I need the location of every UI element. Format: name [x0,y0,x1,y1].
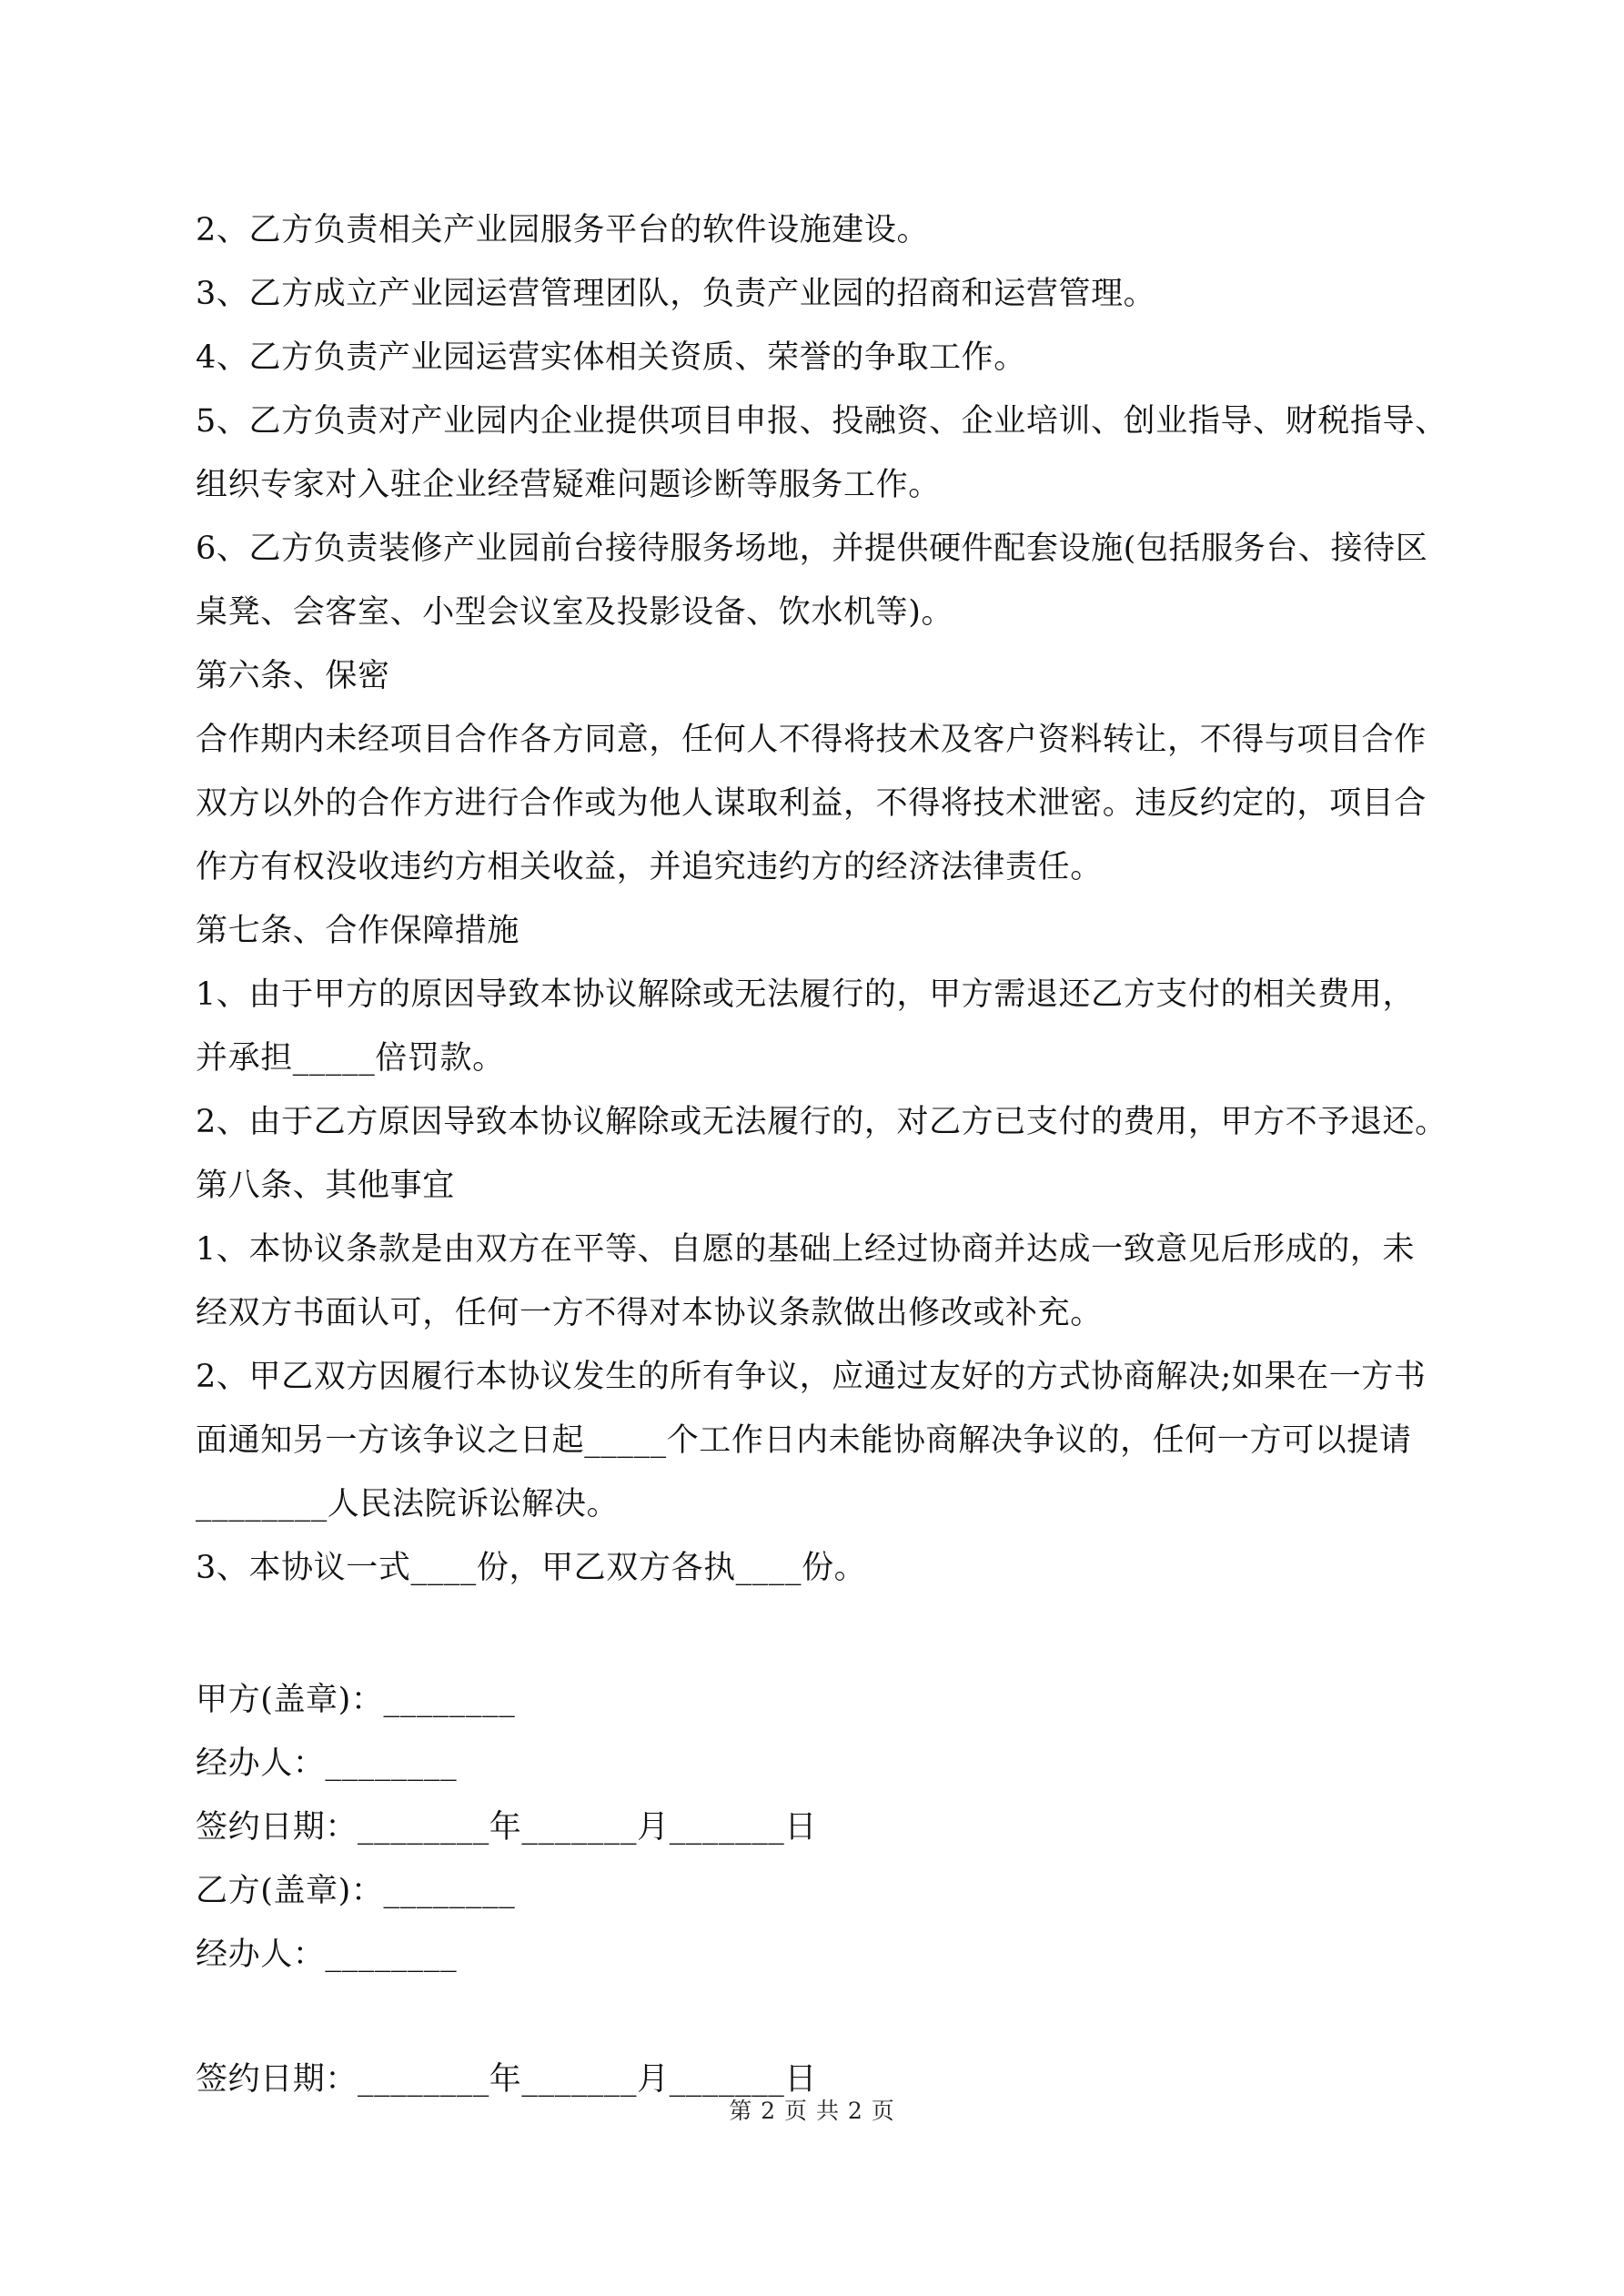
party-a-agent-line: 经办人：________ [196,1745,458,1782]
clause-5-item-2: 2、乙方负责相关产业园服务平台的软件设施建设。 [196,212,930,248]
clause-6-text-line-1: 合作期内未经项目合作各方同意，任何人不得将技术及客户资料转让，不得与项目合作 [196,722,1427,758]
page-number-footer: 第 2 页 共 2 页 [729,2098,895,2124]
clause-8-item-1-line-1: 1、本协议条款是由双方在平等、自愿的基础上经过协商并达成一致意见后形成的，未 [196,1231,1416,1268]
clause-7-item-1-line-1: 1、由于甲方的原因导致本协议解除或无法履行的，甲方需退还乙方支付的相关费用， [196,976,1416,1013]
clause-7-item-2: 2、由于乙方原因导致本协议解除或无法履行的，对乙方已支付的费用，甲方不予退还。 [196,1104,1447,1140]
clause-5-item-3: 3、乙方成立产业园运营管理团队，负责产业园的招商和运营管理。 [196,276,1156,312]
clause-6-heading: 第六条、保密 [196,658,390,694]
clause-7-heading: 第七条、合作保障措施 [196,913,520,949]
clause-7-item-1-line-2: 并承担_____倍罚款。 [196,1040,505,1077]
clause-5-item-6-line-2: 桌凳、会客室、小型会议室及投影设备、饮水机等)。 [196,594,954,631]
clause-8-item-2-line-2: 面通知另一方该争议之日起_____个工作日内未能协商解决争议的，任何一方可以提请 [196,1422,1412,1459]
party-b-date-line: 签约日期：________年_______月_______日 [196,2061,818,2098]
clause-8-item-1-line-2: 经双方书面认可，任何一方不得对本协议条款做出修改或补充。 [196,1295,1103,1331]
clause-8-heading: 第八条、其他事宜 [196,1168,455,1204]
clause-5-item-5-line-1: 5、乙方负责对产业园内企业提供项目申报、投融资、企业培训、创业指导、财税指导、 [196,403,1447,440]
clause-5-item-4: 4、乙方负责产业园运营实体相关资质、荣誉的争取工作。 [196,339,1026,376]
clause-8-item-2-line-3: ________人民法院诉讼解决。 [196,1486,620,1522]
clause-8-item-3: 3、本协议一式____份，甲乙双方各执____份。 [196,1550,867,1586]
party-a-date-line: 签约日期：________年_______月_______日 [196,1809,818,1846]
clause-5-item-5-line-2: 组织专家对入驻企业经营疑难问题诊断等服务工作。 [196,467,941,503]
clause-6-text-line-3: 作方有权没收违约方相关收益，并追究违约方的经济法律责任。 [196,849,1103,885]
clause-8-item-2-line-1: 2、甲乙双方因履行本协议发生的所有争议，应通过友好的方式协商解决;如果在一方书 [196,1359,1427,1395]
clause-6-text-line-2: 双方以外的合作方进行合作或为他人谋取利益，不得将技术泄密。违反约定的，项目合 [196,785,1427,822]
party-a-seal-line: 甲方(盖章)：________ [196,1682,516,1718]
party-b-agent-line: 经办人：________ [196,1937,458,1973]
party-b-seal-line: 乙方(盖章)：________ [196,1873,516,1909]
clause-5-item-6-line-1: 6、乙方负责装修产业园前台接待服务场地，并提供硬件配套设施(包括服务台、接待区 [196,531,1428,567]
